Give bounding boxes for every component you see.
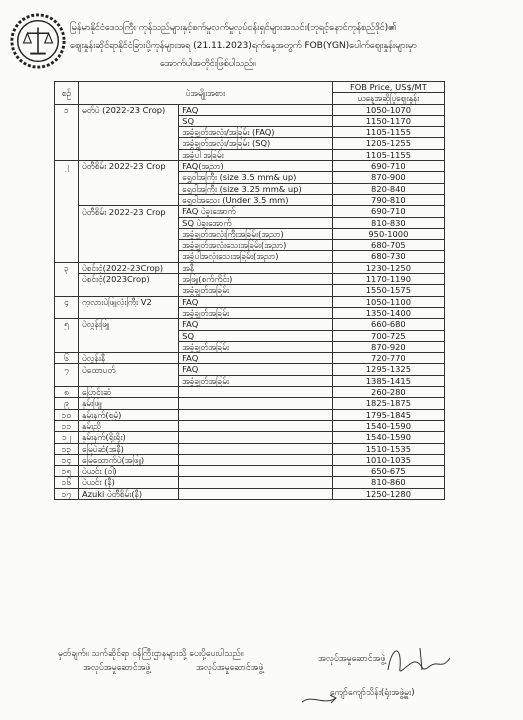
row-price: 260-280 xyxy=(332,387,444,398)
table-row xyxy=(55,375,445,386)
row-grade: FAQ xyxy=(179,296,333,307)
row-price: 1105-1155 xyxy=(332,149,444,160)
price-table xyxy=(54,81,445,500)
row-no xyxy=(55,285,79,296)
row-no: ၁၂ xyxy=(55,432,79,443)
row-price: 1050-1100 xyxy=(332,296,444,307)
row-item xyxy=(78,228,178,239)
row-item xyxy=(78,194,178,205)
row-no xyxy=(55,330,79,341)
row-no xyxy=(55,217,79,228)
row-item: နှမ်းနက်(ရိုးရိုး) xyxy=(78,432,178,443)
row-price: 1540-1590 xyxy=(332,420,444,431)
row-item: ပဲစင်းငုံ(2022-23Crop) xyxy=(78,262,178,273)
row-item: ပဲတီစိမ်း 2022-23 Crop xyxy=(78,161,178,172)
row-price: 1795-1845 xyxy=(332,409,444,420)
row-item: ပဲယင်း (ဝါ) xyxy=(78,466,178,477)
row-item: မတ်ပဲ (2022-23 Crop) xyxy=(78,104,178,115)
table-row xyxy=(55,274,445,285)
row-price: 1050-1070 xyxy=(332,104,444,115)
row-no xyxy=(55,127,79,138)
row-item xyxy=(78,183,178,194)
row-no xyxy=(55,274,79,285)
row-grade xyxy=(179,443,333,454)
row-grade xyxy=(179,477,333,488)
row-price: 870-900 xyxy=(332,172,444,183)
table-row xyxy=(55,353,445,364)
row-price: 1150-1170 xyxy=(332,115,444,126)
row-price: 680-705 xyxy=(332,240,444,251)
table-row xyxy=(55,149,445,160)
row-price: 660-680 xyxy=(332,319,444,330)
row-no xyxy=(55,228,79,239)
row-item xyxy=(78,172,178,183)
row-no: ၁၅ xyxy=(55,466,79,477)
row-no xyxy=(55,206,79,217)
row-no: ၁၁ xyxy=(55,420,79,431)
table-row xyxy=(55,454,445,465)
row-no xyxy=(55,375,79,386)
table-row xyxy=(55,251,445,262)
row-price: 1295-1325 xyxy=(332,364,444,375)
row-grade: ရွှေဝါအသေး (Under 3.5 mm) xyxy=(179,194,333,205)
row-price: 1350-1400 xyxy=(332,307,444,318)
row-item xyxy=(78,330,178,341)
row-grade: အခွံချွတ်အလုံး/အခြမ်း (FAQ) xyxy=(179,127,333,138)
row-grade xyxy=(179,488,333,499)
table-row xyxy=(55,488,445,499)
row-grade: FAQ xyxy=(179,104,333,115)
row-no xyxy=(55,251,79,262)
row-item xyxy=(78,149,178,160)
row-price: 1170-1190 xyxy=(332,274,444,285)
row-grade: SQ xyxy=(179,330,333,341)
row-grade: FAQ ပဲခူးအောက် xyxy=(179,206,333,217)
row-no: ၄ xyxy=(55,296,79,307)
row-grade: အနီ xyxy=(179,262,333,273)
row-price: 1550-1575 xyxy=(332,285,444,296)
table-row xyxy=(55,387,445,398)
row-grade: အခွံချွတ်အခြမ်း xyxy=(179,341,333,352)
row-item xyxy=(78,285,178,296)
row-no: ၇ xyxy=(55,364,79,375)
table-row xyxy=(55,443,445,454)
col-header-no: စဉ် xyxy=(55,82,79,105)
row-price: 650-675 xyxy=(332,466,444,477)
row-grade xyxy=(179,409,333,420)
row-item xyxy=(78,307,178,318)
table-row xyxy=(55,432,445,443)
association-seal-logo xyxy=(9,12,67,70)
table-row xyxy=(55,477,445,488)
row-item xyxy=(78,138,178,149)
row-price: 790-810 xyxy=(332,194,444,205)
row-grade xyxy=(179,420,333,431)
row-price: 1250-1280 xyxy=(332,488,444,499)
table-row xyxy=(55,217,445,228)
row-item xyxy=(78,217,178,228)
row-grade: FAQ xyxy=(179,364,333,375)
row-grade xyxy=(179,454,333,465)
col-header-price-1: FOB Price, US$/MT xyxy=(332,82,444,93)
row-grade: အခွံချွတ်အခြမ်း xyxy=(179,285,333,296)
row-price: 1205-1255 xyxy=(332,138,444,149)
table-row xyxy=(55,127,445,138)
row-price: 700-725 xyxy=(332,330,444,341)
row-price: 690-710 xyxy=(332,161,444,172)
row-price: 820-840 xyxy=(332,183,444,194)
row-no: ၉ xyxy=(55,398,79,409)
row-price: 1010-1035 xyxy=(332,454,444,465)
row-grade: FAQ(အညာ) xyxy=(179,161,333,172)
row-grade xyxy=(179,387,333,398)
table-row xyxy=(55,296,445,307)
header-line-3: အောက်ပါအတိုင်းဖြစ်ပါသည်။ xyxy=(160,58,256,69)
row-no: ၈ xyxy=(55,387,79,398)
row-item: ပဲလွန်းနီ xyxy=(78,353,178,364)
row-item: ကုလားပဲဖြူလုံးကြီး V2 xyxy=(78,296,178,307)
row-item: ပဲယင်း (နီ) xyxy=(78,477,178,488)
row-grade: FAQ xyxy=(179,353,333,364)
footnote: မှတ်ချက်။ သက်ဆိုင်ရာ ဝန်ကြီးဌာနများသို့ ပေးပို့ပေးပါသည်။ xyxy=(58,649,244,659)
row-item xyxy=(78,251,178,262)
row-item: ပဲစင်းငုံ(2023Crop) xyxy=(78,274,178,285)
row-no: ၁ xyxy=(55,104,79,115)
row-no: ၂ xyxy=(55,161,79,172)
row-no: ၁၆ xyxy=(55,477,79,488)
row-no xyxy=(55,138,79,149)
row-price: 810-860 xyxy=(332,477,444,488)
row-price: 1540-1590 xyxy=(332,432,444,443)
row-no: ၁၃ xyxy=(55,443,79,454)
row-item xyxy=(78,341,178,352)
table-row xyxy=(55,115,445,126)
row-item: Azuki ပဲတီစိမ်း(နီ) xyxy=(78,488,178,499)
row-price: 720-770 xyxy=(332,353,444,364)
row-no: ၁၇ xyxy=(55,488,79,499)
row-grade: SQ xyxy=(179,115,333,126)
table-row xyxy=(55,420,445,431)
row-grade: အခွံချွတ်အခြမ်း xyxy=(179,307,333,318)
row-no: ၅ xyxy=(55,319,79,330)
table-row xyxy=(55,183,445,194)
table-row xyxy=(55,138,445,149)
table-row xyxy=(55,319,445,330)
signer-name: ကျော်ကျော်သိန်း(ရုံးအဖွဲ့မှူး) xyxy=(330,688,415,698)
row-no xyxy=(55,149,79,160)
signature-committee-1: အလုပ်အမှုဆောင်အဖွဲ့ xyxy=(83,663,151,673)
table-row xyxy=(55,228,445,239)
row-no: ၁၄ xyxy=(55,454,79,465)
handwritten-signature xyxy=(380,640,460,680)
row-no xyxy=(55,183,79,194)
row-price: 950-1000 xyxy=(332,228,444,239)
row-price: 680-730 xyxy=(332,251,444,262)
row-item xyxy=(78,127,178,138)
row-item xyxy=(78,115,178,126)
signature-committee-2: အလုပ်အမှုဆောင်အဖွဲ့ xyxy=(196,663,264,673)
table-row xyxy=(55,194,445,205)
row-grade: အခွံပါ အခြမ်း xyxy=(179,149,333,160)
table-row xyxy=(55,409,445,420)
row-price: 1230-1250 xyxy=(332,262,444,273)
row-item: ပဲလွန်းဖြူ xyxy=(78,319,178,330)
table-row xyxy=(55,161,445,172)
row-price: 870-920 xyxy=(332,341,444,352)
row-price: 1825-1875 xyxy=(332,398,444,409)
col-header-price-2: ယနေ့အဆိုပြုဈေးနှုန်း xyxy=(332,93,444,104)
row-item: မြေထောက်ပဲ(အဖြူ) xyxy=(78,454,178,465)
table-row xyxy=(55,307,445,318)
row-no xyxy=(55,341,79,352)
row-grade: ရွှေဝါအကြီး (size 3.25 mm& up) xyxy=(179,183,333,194)
row-item xyxy=(78,375,178,386)
table-row xyxy=(55,172,445,183)
row-item: နှမ်းဖြူ xyxy=(78,398,178,409)
row-no: ၁၀ xyxy=(55,409,79,420)
row-grade: FAQ xyxy=(179,319,333,330)
table-row xyxy=(55,262,445,273)
signature-committee-3: အလုပ်အမှုဆောင်အဖွဲ့ xyxy=(318,654,386,664)
row-grade: အခွံချွတ်အလုံး/အခြမ်း (SQ) xyxy=(179,138,333,149)
row-price: 1510-1535 xyxy=(332,443,444,454)
row-price: 1385-1415 xyxy=(332,375,444,386)
row-no xyxy=(55,240,79,251)
row-item: မြေပဲဆံ(အနီ) xyxy=(78,443,178,454)
row-grade: အခွံချွတ်အလုံးသေးအခြမ်း(အညာ) xyxy=(179,240,333,251)
row-grade: အခွံချွတ်အခြမ်း xyxy=(179,375,333,386)
table-row xyxy=(55,285,445,296)
row-no: ၆ xyxy=(55,353,79,364)
table-row xyxy=(55,364,445,375)
table-row xyxy=(55,206,445,217)
row-price: 810-830 xyxy=(332,217,444,228)
row-grade xyxy=(179,432,333,443)
table-row xyxy=(55,341,445,352)
table-row xyxy=(55,466,445,477)
row-item: နှမ်းနက်(စမုံ) xyxy=(78,409,178,420)
row-item xyxy=(78,240,178,251)
row-price: 1105-1155 xyxy=(332,127,444,138)
row-no xyxy=(55,172,79,183)
price-table-body xyxy=(55,104,445,499)
row-grade xyxy=(179,466,333,477)
header-line-1: မြန်မာနိုင်ငံဒေသကြီး ကုန်သည်များနှင့်စက်မှုလက်မှုလုပ်ငန်းရှင်များအသင်း(ဘုရင့်နောင်ကုန်စည်ဒိုင်)၏ xyxy=(70,22,397,33)
row-no xyxy=(55,115,79,126)
hand-drawn-arrow xyxy=(300,690,340,710)
header-line-2: ဈေးနှုန်းဆိုင်ရာနိုင်ငံခြားပို့ကုန်များအရ (21.11.2023)ရက်နေ့အတွက် FOB(YGN)ပေါက်ဈေးနှုန်းများမှာ xyxy=(70,40,417,51)
row-grade: အခွံချွတ်အလုံးကြီးအခြမ်း(အညာ) xyxy=(179,228,333,239)
table-row xyxy=(55,398,445,409)
row-item: နှမ်းညို xyxy=(78,420,178,431)
row-grade: အခွံပါအလုံးသေးအခြမ်း(အညာ) xyxy=(179,251,333,262)
row-grade xyxy=(179,398,333,409)
row-grade: အဖြူ(စက်ကိုင်း) xyxy=(179,274,333,285)
row-grade: SQ ပဲခူးအောက် xyxy=(179,217,333,228)
row-no xyxy=(55,194,79,205)
table-row xyxy=(55,240,445,251)
row-no xyxy=(55,307,79,318)
row-price: 690-710 xyxy=(332,206,444,217)
row-item: ပြောင်းဆံ xyxy=(78,387,178,398)
row-item: ပဲတီစိမ်း 2022-23 Crop xyxy=(78,206,178,217)
col-header-item: ပဲအမျိုးအစား xyxy=(78,82,332,105)
row-no: ၃ xyxy=(55,262,79,273)
table-row xyxy=(55,104,445,115)
row-item: ပဲထောပတ် xyxy=(78,364,178,375)
row-grade: ရွှေဝါအကြီး (size 3.5 mm& up) xyxy=(179,172,333,183)
table-row xyxy=(55,330,445,341)
